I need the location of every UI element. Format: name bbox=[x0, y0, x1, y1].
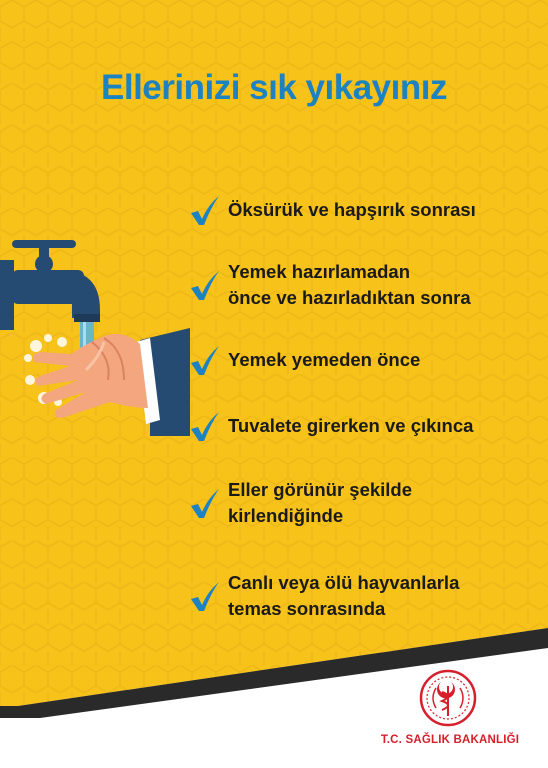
list-item-line: Öksürük ve hapşırık sonrası bbox=[228, 199, 476, 220]
list-item bbox=[188, 343, 538, 377]
list-item bbox=[188, 259, 538, 311]
list-item bbox=[188, 570, 538, 622]
list-item-line: Yemek hazırlamadan bbox=[228, 261, 411, 282]
poster-title: Ellerinizi sık yıkayınız bbox=[101, 68, 447, 107]
list-item-line: Yemek yemeden önce bbox=[228, 349, 421, 370]
list-item-line: Tuvalete girerken ve çıkınca bbox=[228, 415, 474, 436]
list-item bbox=[188, 409, 538, 443]
check-icon bbox=[188, 579, 222, 613]
ministry-of-health-logo-icon bbox=[418, 668, 478, 728]
list-item-line: Canlı veya ölü hayvanlarla bbox=[228, 572, 460, 593]
list-item-line: temas sonrasında bbox=[228, 598, 386, 619]
check-icon bbox=[188, 268, 222, 302]
list-item bbox=[188, 193, 538, 227]
list-item-line: önce ve hazırladıktan sonra bbox=[228, 287, 471, 308]
check-icon bbox=[188, 486, 222, 520]
org-name: T.C. SAĞLIK BAKANLIĞI bbox=[380, 734, 520, 746]
list-item-line: Eller görünür şekilde bbox=[228, 479, 413, 500]
footer bbox=[370, 668, 530, 768]
list-item bbox=[188, 477, 538, 529]
check-icon bbox=[188, 409, 222, 443]
faucet-handwashing-icon bbox=[0, 230, 200, 445]
check-icon bbox=[188, 343, 222, 377]
list-item-line: kirlendiğinde bbox=[228, 505, 344, 526]
check-icon bbox=[188, 193, 222, 227]
